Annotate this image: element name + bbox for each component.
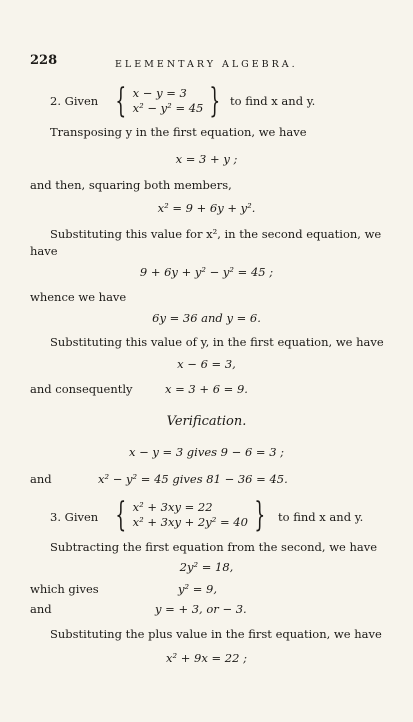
- section-heading: Verification.: [166, 414, 247, 429]
- equation: x² + 9x = 22 ;: [166, 651, 247, 665]
- paragraph-label: and: [30, 602, 52, 616]
- paragraph: Transposing y in the first equation, we have: [50, 125, 307, 139]
- paragraph-label: and consequently: [30, 382, 133, 396]
- paragraph: Substituting this value for x², in the second equation, we: [50, 227, 382, 241]
- equation: y = + 3, or − 3.: [155, 602, 247, 616]
- system-equation-2: x² + 3xy + 2y² = 40: [132, 515, 248, 529]
- equation: y² = 9,: [178, 582, 218, 596]
- equation: x² − y² = 45 gives 81 − 36 = 45.: [98, 472, 288, 486]
- system-equation-1: x² + 3xy = 22: [132, 500, 213, 514]
- problem-2-label: 2. Given: [50, 94, 99, 108]
- left-brace: {: [115, 495, 127, 535]
- system-equation-1: x − y = 3: [132, 86, 187, 100]
- system-equation-2: x² − y² = 45: [132, 101, 204, 115]
- equation: x − 6 = 3,: [177, 357, 236, 371]
- paragraph: whence we have: [30, 290, 127, 304]
- paragraph: Substituting this value of y, in the first equation, we have: [50, 335, 384, 349]
- problem-2-system: [110, 81, 226, 121]
- problem-3-label: 3. Given: [50, 510, 99, 524]
- equation-system: [132, 86, 205, 116]
- equation-system: [132, 500, 249, 530]
- paragraph: have: [30, 244, 58, 258]
- paragraph: and then, squaring both members,: [30, 178, 232, 192]
- right-brace: }: [209, 81, 221, 121]
- running-title: ELEMENTARY ALGEBRA.: [115, 59, 298, 70]
- problem-3-system: [110, 495, 271, 535]
- paragraph-label: and: [30, 472, 52, 486]
- left-brace: {: [115, 81, 127, 121]
- equation: 6y = 36 and y = 6.: [152, 311, 261, 325]
- problem-2-goal: to find x and y.: [230, 94, 316, 108]
- paragraph: Substituting the plus value in the first equation, we have: [50, 627, 382, 641]
- equation: x − y = 3 gives 9 − 6 = 3 ;: [128, 445, 285, 459]
- equation: 2y² = 18,: [179, 560, 234, 574]
- paragraph-label: which gives: [30, 582, 99, 596]
- equation: x = 3 + y ;: [175, 152, 238, 166]
- equation: x = 3 + 6 = 9.: [165, 382, 248, 396]
- paragraph: Subtracting the first equation from the second, we have: [50, 540, 378, 554]
- problem-3-goal: to find x and y.: [278, 510, 364, 524]
- equation: x² = 9 + 6y + y².: [157, 201, 256, 215]
- page-number: 228: [30, 53, 58, 68]
- right-brace: }: [254, 495, 266, 535]
- equation: 9 + 6y + y² − y² = 45 ;: [139, 265, 274, 279]
